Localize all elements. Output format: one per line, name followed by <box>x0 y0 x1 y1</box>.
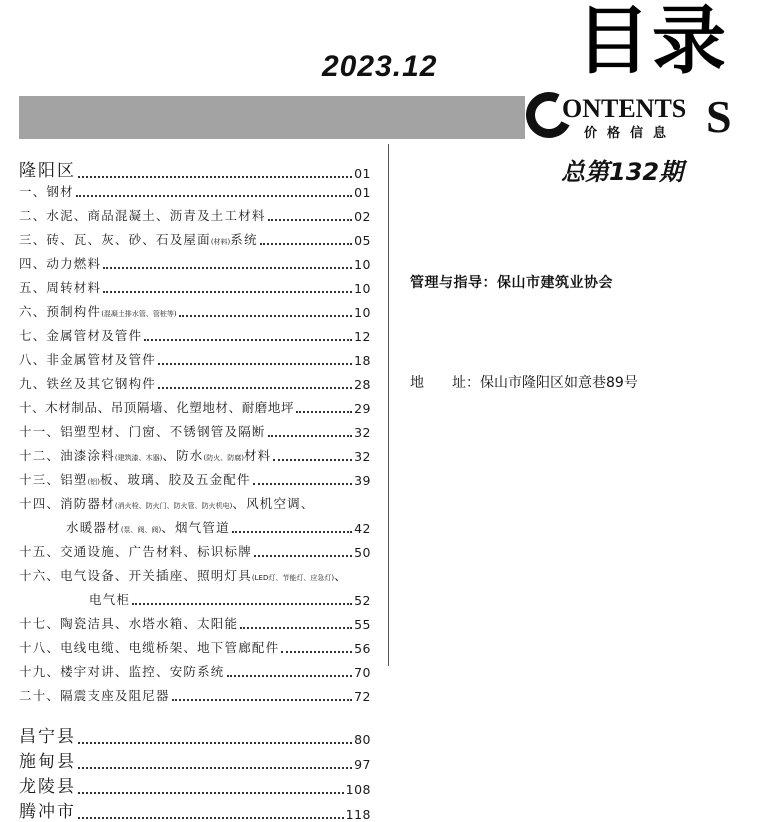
issue-number: 总第132期 <box>561 158 684 186</box>
toc-label: 十八、电线电缆、电缆桥架、地下管廊配件 <box>19 640 280 655</box>
toc-label: 四、动力燃料 <box>19 256 102 271</box>
toc-leader <box>103 291 352 293</box>
toc-item[interactable] <box>19 230 371 248</box>
toc-page: 10 <box>354 305 371 320</box>
toc-leader <box>296 411 352 413</box>
toc-label: 十一、铝塑型材、门窗、不锈钢管及隔断 <box>19 424 266 439</box>
toc-leader <box>78 817 344 819</box>
toc-leader <box>179 315 352 317</box>
column-divider <box>388 144 389 666</box>
guidance-text: 管理与指导：保山市建筑业协会 <box>410 275 613 291</box>
contents-s-mark: S <box>706 91 732 142</box>
toc-item[interactable] <box>19 206 371 224</box>
toc-page: 70 <box>354 665 371 680</box>
toc-label: 施甸县 <box>19 752 76 772</box>
toc-page: 118 <box>345 807 371 822</box>
page-title: 目录 <box>576 0 728 84</box>
toc-item[interactable] <box>19 638 371 656</box>
toc-item[interactable] <box>19 326 371 344</box>
toc-item[interactable] <box>19 542 371 560</box>
toc-leader <box>268 435 352 437</box>
toc-item[interactable] <box>19 470 371 488</box>
toc-page: 01 <box>354 166 371 181</box>
toc-page: 32 <box>354 425 371 440</box>
toc-page: 55 <box>354 617 371 632</box>
toc-page: 39 <box>354 473 371 488</box>
toc-label: 七、金属管材及管件 <box>19 328 143 343</box>
toc-page: 01 <box>354 185 371 200</box>
toc-county[interactable] <box>19 722 371 747</box>
toc-leader <box>103 267 352 269</box>
toc-label: 二十、隔震支座及阻尼器 <box>19 688 170 703</box>
toc-leader <box>78 792 344 794</box>
toc-item[interactable] <box>19 614 371 632</box>
contents-word: ONTENTS <box>562 94 687 123</box>
toc-leader <box>76 195 352 197</box>
toc-leader <box>254 555 352 557</box>
issue-date: 2023.12 <box>322 50 438 83</box>
toc-county[interactable] <box>19 747 371 772</box>
toc-leader <box>273 459 352 461</box>
toc-label: 十七、陶瓷洁具、水塔水箱、太阳能 <box>19 616 239 631</box>
toc-page: 28 <box>354 377 371 392</box>
toc-leader <box>227 675 353 677</box>
toc-county[interactable] <box>19 797 371 822</box>
toc-label: 昌宁县 <box>19 727 76 747</box>
toc-page: 05 <box>354 233 371 248</box>
toc-page: 02 <box>354 209 371 224</box>
toc-item[interactable] <box>19 566 371 584</box>
toc-label: 十五、交通设施、广告材料、标识标牌 <box>19 544 252 559</box>
toc-page: 52 <box>354 593 371 608</box>
toc-page: 72 <box>354 689 371 704</box>
toc-item[interactable] <box>19 302 371 320</box>
toc-label: 十四、消防器材(消火栓、防火门、防火管、防火机电)、风机空调、 <box>19 496 315 511</box>
toc-item[interactable] <box>19 350 371 368</box>
toc-leader <box>132 603 352 605</box>
toc-leader <box>240 627 352 629</box>
toc-page: 12 <box>354 329 371 344</box>
contents-subtitle: 价格信息 <box>584 126 677 141</box>
toc-leader <box>260 243 352 245</box>
toc-leader <box>78 176 352 178</box>
toc-page: 80 <box>354 732 371 747</box>
toc-item[interactable] <box>89 590 371 608</box>
toc-leader <box>281 651 352 653</box>
toc-item[interactable] <box>19 254 371 272</box>
toc-label: 十三、铝塑(铝)板、玻璃、胶及五金配件 <box>19 472 251 487</box>
toc-page: 56 <box>354 641 371 656</box>
toc-leader <box>268 219 352 221</box>
toc-leader <box>78 767 352 769</box>
toc-label: 龙陵县 <box>19 777 76 797</box>
toc-leader <box>158 387 352 389</box>
toc-item[interactable] <box>19 686 371 704</box>
toc-label: 三、砖、瓦、灰、砂、石及屋面(材料)系统 <box>19 232 258 247</box>
toc-label: 电气柜 <box>89 592 131 607</box>
toc-leader <box>172 699 352 701</box>
toc-label: 二、水泥、商品混凝土、沥青及土工材料 <box>19 208 266 223</box>
toc-label: 十六、电气设备、开关插座、照明灯具(LED灯、节能灯、应急灯)、 <box>19 568 348 583</box>
toc-page: 97 <box>354 757 371 772</box>
address-line <box>410 372 638 392</box>
toc-item[interactable] <box>19 278 371 296</box>
toc-label: 隆阳区 <box>19 161 76 181</box>
header-band <box>19 96 525 139</box>
toc-item[interactable] <box>19 662 371 680</box>
toc-leader <box>232 531 352 533</box>
toc-item[interactable] <box>19 398 371 416</box>
toc-leader <box>78 742 352 744</box>
toc-item[interactable] <box>66 518 371 536</box>
toc-item[interactable] <box>19 446 371 464</box>
toc-leader <box>158 363 352 365</box>
toc-leader <box>253 483 352 485</box>
toc-page: 42 <box>354 521 371 536</box>
toc-label: 九、铁丝及其它钢构件 <box>19 376 157 391</box>
toc-label: 十九、楼宇对讲、监控、安防系统 <box>19 664 225 679</box>
toc-item[interactable] <box>19 422 371 440</box>
toc-page: 29 <box>354 401 371 416</box>
toc-district[interactable] <box>19 156 371 181</box>
address-label: 地 址： <box>410 375 480 391</box>
toc-label: 腾冲市 <box>19 802 76 822</box>
toc-label: 一、钢材 <box>19 184 74 199</box>
toc-page: 50 <box>354 545 371 560</box>
address-value: 保山市隆阳区如意巷89号 <box>480 375 638 391</box>
toc-leader <box>144 339 352 341</box>
toc-page: 108 <box>345 782 371 797</box>
toc-item[interactable] <box>19 182 371 200</box>
toc-page: 18 <box>354 353 371 368</box>
toc-page: 10 <box>354 257 371 272</box>
toc-label: 十二、油漆涂料(建筑漆、木器)、防水(防火、防腐)材料 <box>19 448 272 463</box>
toc-page: 32 <box>354 449 371 464</box>
toc-item[interactable] <box>19 374 371 392</box>
toc-page: 10 <box>354 281 371 296</box>
contents-logo <box>526 92 746 142</box>
toc-item[interactable] <box>19 494 371 512</box>
toc-label: 六、预制构件(混凝土排水管、管桩等) <box>19 304 177 319</box>
toc-county[interactable] <box>19 772 371 797</box>
toc-label: 水暖器材(泵、阀、阀)、烟气管道 <box>66 520 230 535</box>
toc-label: 十、木材制品、吊顶隔墙、化塑地材、耐磨地坪 <box>19 400 295 415</box>
toc-label: 八、非金属管材及管件 <box>19 352 157 367</box>
toc-label: 五、周转材料 <box>19 280 102 295</box>
